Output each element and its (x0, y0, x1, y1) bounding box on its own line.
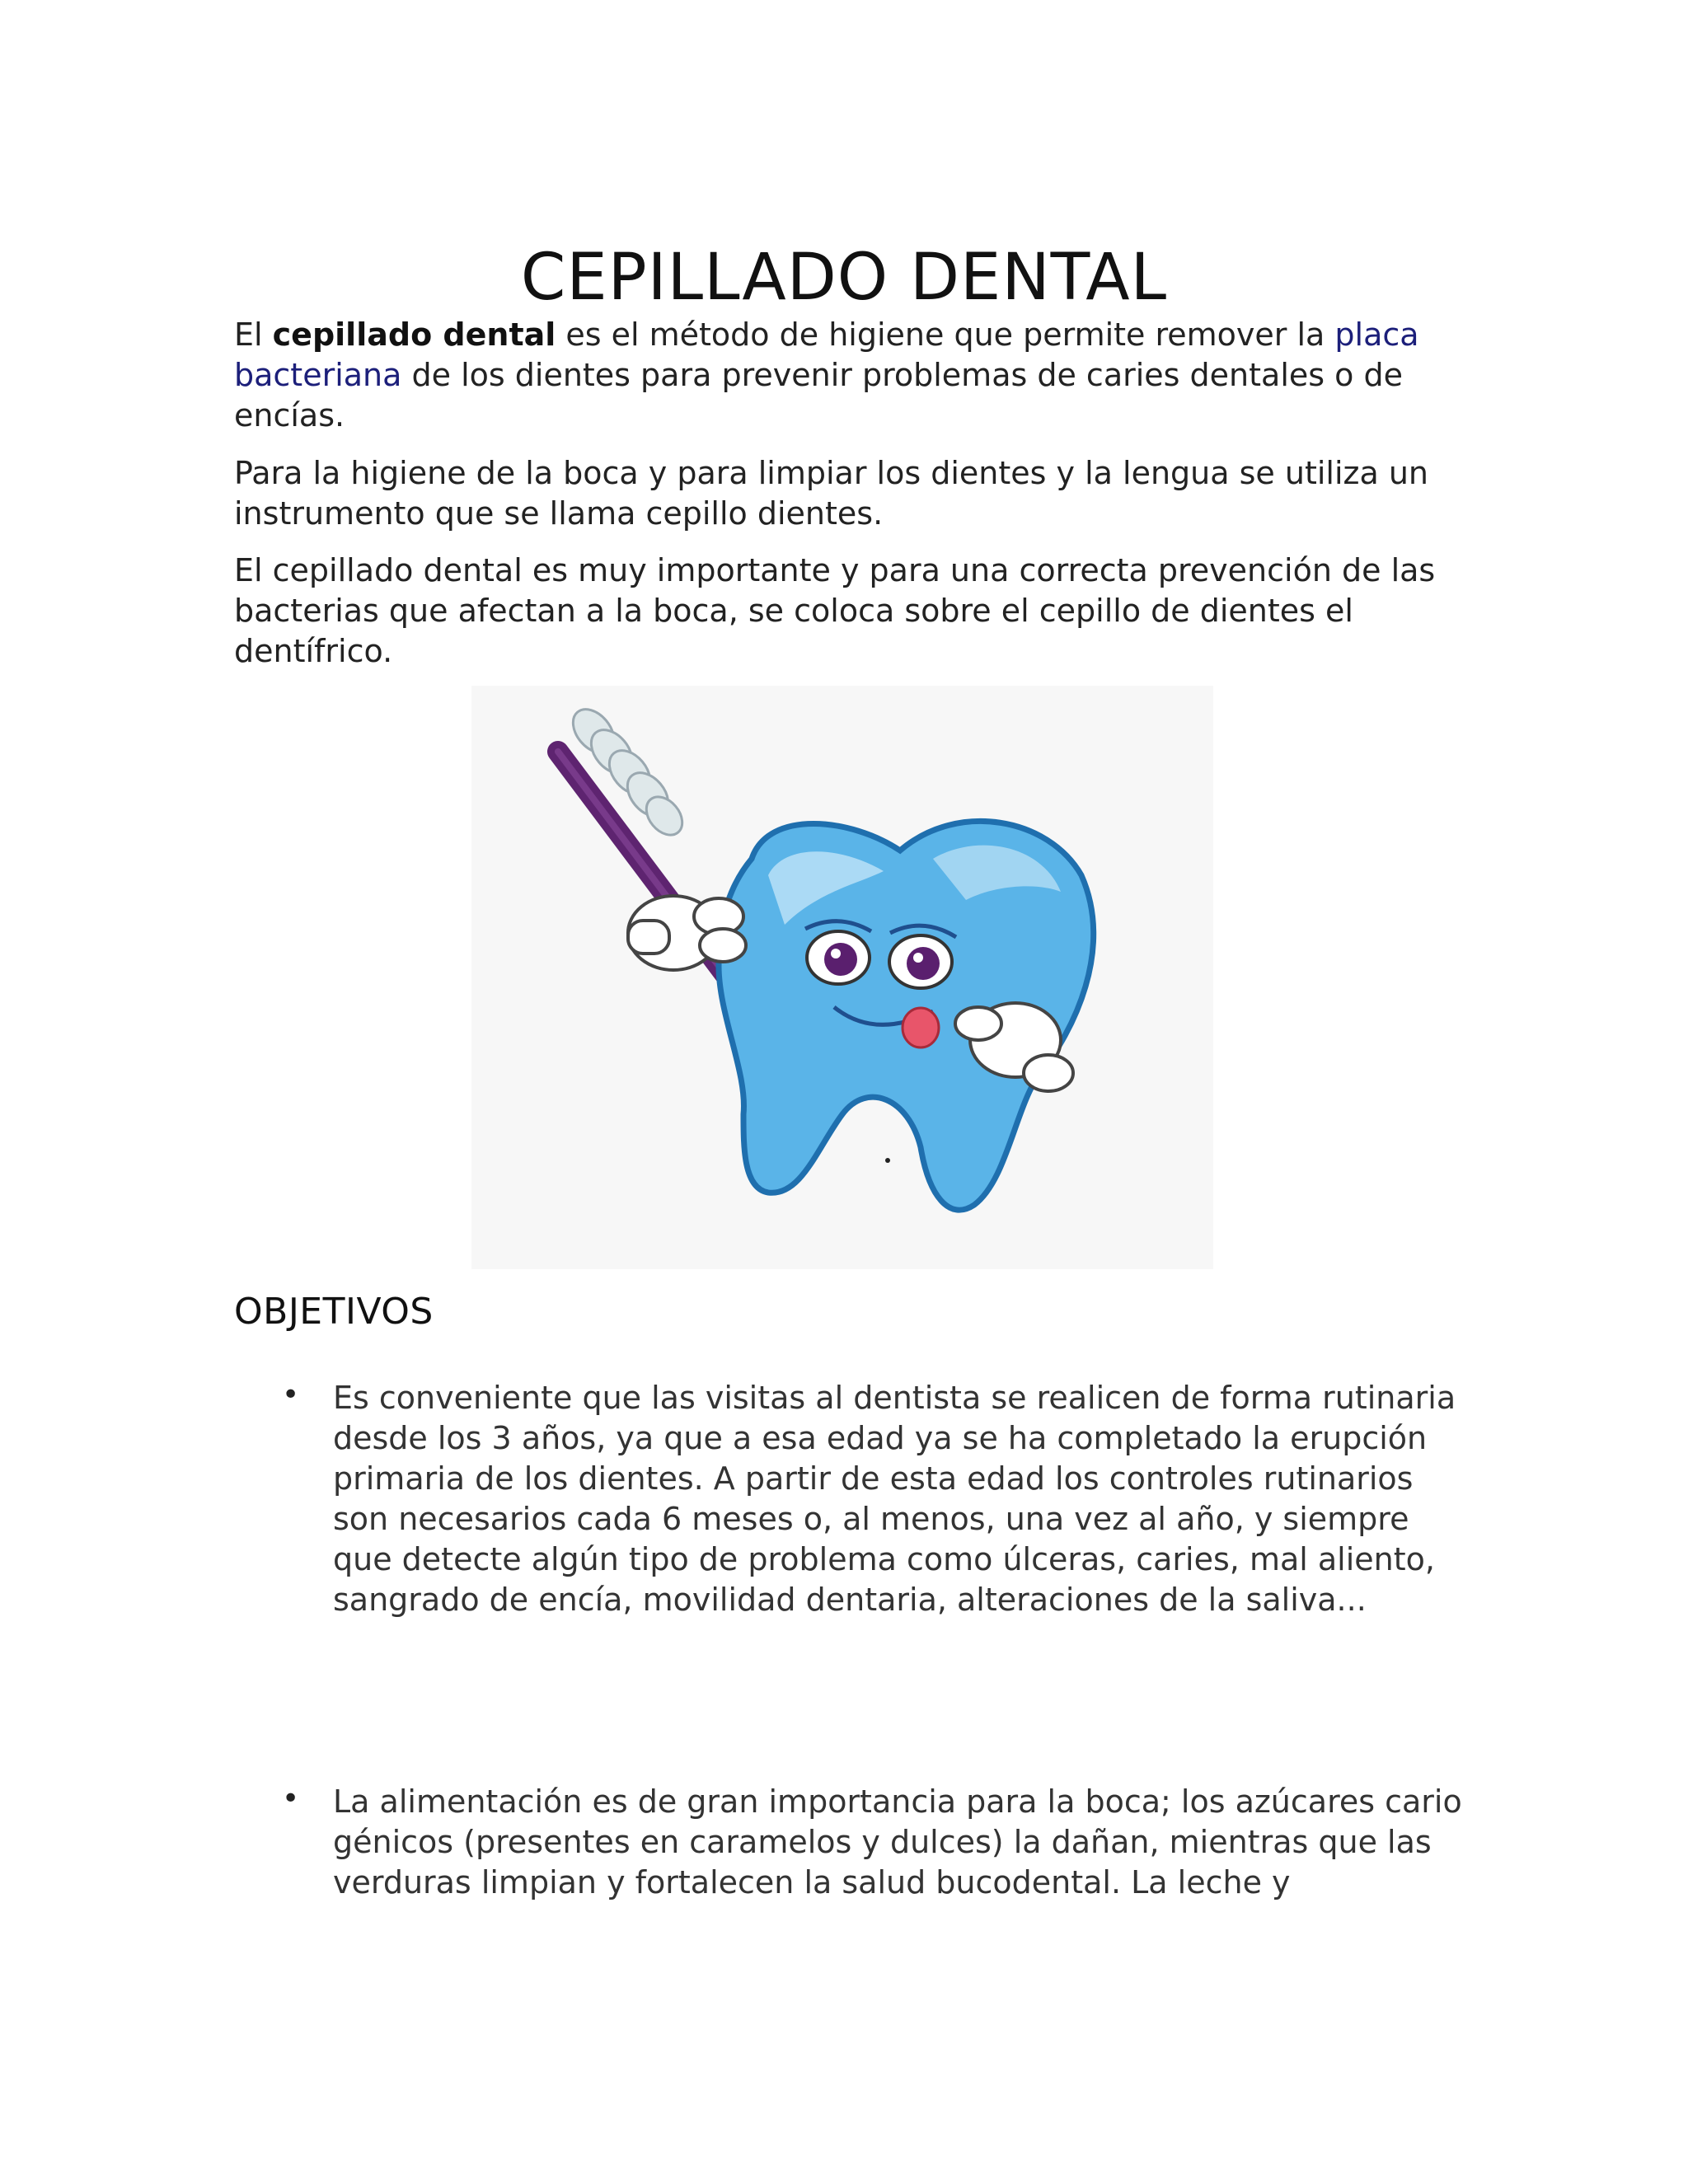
intro-paragraph-1 (234, 315, 1454, 436)
intro-paragraph-3: El cepillado dental es muy importante y para una correcta prevención de las bacterias que afectan a la boca, se coloca sobre el cepillo de dientes el dentífrico. (234, 552, 1436, 669)
objetivos-heading: OBJETIVOS (234, 1291, 434, 1333)
p1-prefix: El (234, 316, 273, 353)
intro-paragraph-2: Para la higiene de la boca y para limpiar los dientes y la lengua se utiliza un instrumento que se llama cepillo dientes. (234, 455, 1428, 532)
tooth-illustration (471, 686, 1213, 1269)
left-glove (628, 896, 746, 970)
p1-suffix: de los dientes para prevenir problemas de caries dentales o de encías. (234, 357, 1403, 434)
tooth-tongue (903, 1008, 939, 1047)
p1-mid: es el método de higiene que permite remover la (556, 316, 1335, 353)
placa-bacteriana-link[interactable]: placa bacteriana (234, 316, 1419, 393)
bullet-icon: • (282, 1782, 300, 1816)
objetivo-text-1: Es conveniente que las visitas al dentista se realicen de forma rutinaria desde los 3 años, ya que a esa edad ya se ha completado la erupción primaria de los dientes. A partir de esta edad los controles rutinarios son necesarios cada 6 meses o, al menos, una vez al año, y siempre que detecte algún tipo de problema como úlceras, caries, mal aliento, sangrado de encía, movilidad dentaria, alteraciones de la saliva... (333, 1380, 1456, 1618)
page-title: CEPILLADO DENTAL (520, 241, 1168, 316)
p1-bold-term: cepillado dental (272, 316, 556, 353)
objetivo-text-2: La alimentación es de gran importancia para la boca; los azúcares cario génicos (presentes en caramelos y dulces) la dañan, mientras que las verduras limpian y fortalecen la salud bucodental. La leche y (333, 1783, 1462, 1900)
bullet-icon: • (282, 1378, 300, 1412)
